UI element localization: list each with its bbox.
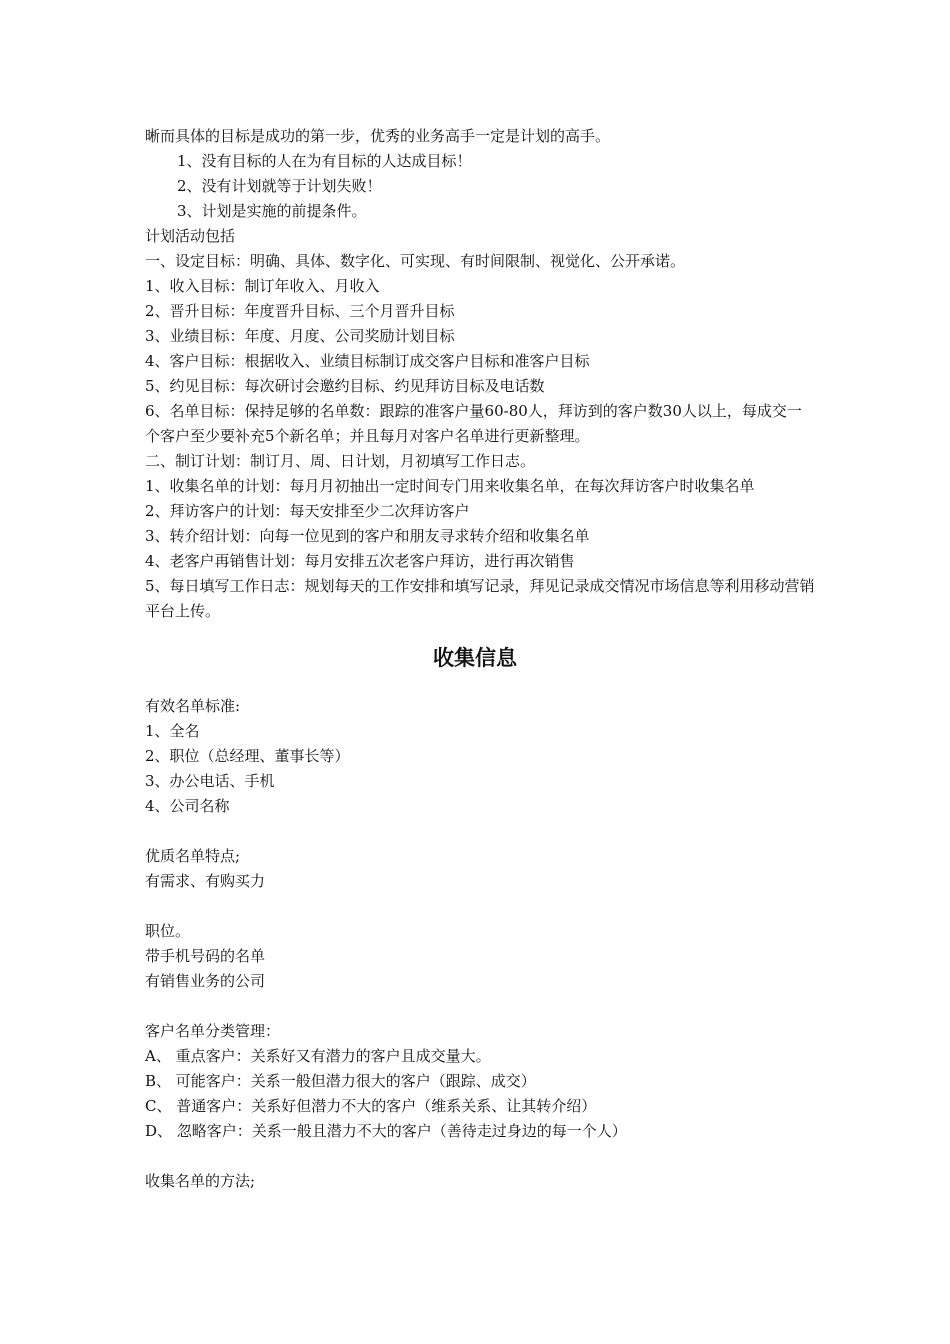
intro-point: 2、没有计划就等于计划失败！ — [177, 177, 382, 195]
section-title: 收集信息 — [433, 646, 517, 670]
plan-title: 计划活动包括 — [145, 227, 236, 245]
goal-item: 5、约见目标：每次研讨会邀约目标、约见拜访目标及电话数 — [145, 377, 545, 395]
valid-list-item: 4、公司名称 — [145, 797, 230, 815]
position-heading: 职位。 — [145, 922, 191, 940]
spacer — [145, 894, 815, 919]
goal-item: 4、客户目标：根据收入、业绩目标制订成交客户目标和准客户目标 — [145, 352, 590, 370]
spacer — [145, 819, 815, 844]
classify-item: D、 忽略客户：关系一般且潜力不大的客户（善待走过身边的每一个人） — [145, 1122, 627, 1140]
classify-item: B、 可能客户：关系一般但潜力很大的客户（跟踪、成交） — [145, 1072, 536, 1090]
intro-point: 3、计划是实施的前提条件。 — [177, 202, 367, 220]
valid-list-item: 1、全名 — [145, 722, 200, 740]
quality-heading: 优质名单特点; — [145, 847, 241, 865]
valid-list-heading: 有效名单标准: — [145, 697, 241, 715]
classify-item: A、 重点客户：关系好又有潜力的客户且成交量大。 — [145, 1047, 491, 1065]
intro-lead: 晰而具体的目标是成功的第一步，优秀的业务高手一定是计划的高手。 — [145, 127, 611, 145]
schedule-item: 4、老客户再销售计划：每月安排五次老客户拜访，进行再次销售 — [145, 552, 575, 570]
position-item: 带手机号码的名单 — [145, 947, 266, 965]
spacer — [145, 994, 815, 1019]
goal-item: 6、名单目标：保持足够的名单数：跟踪的准客户量60-80人，拜访到的客户数30人以上，每成交一个客户至少要补充5个新名单；并且每月对客户名单进行更新整理。 — [145, 402, 802, 445]
schedule-item: 3、转介绍计划：向每一位见到的客户和朋友寻求转介绍和收集名单 — [145, 527, 590, 545]
goals-heading: 一、设定目标：明确、具体、数字化、可实现、有时间限制、视觉化、公开承诺。 — [145, 252, 686, 270]
schedule-item: 2、拜访客户的计划：每天安排至少二次拜访客户 — [145, 502, 470, 520]
classify-heading: 客户名单分类管理： — [145, 1022, 281, 1040]
schedule-heading: 二、制订计划：制订月、周、日计划，月初填写工作日志。 — [145, 452, 536, 470]
classify-item: C、 普通客户：关系好但潜力不大的客户（维系关系、让其转介绍） — [145, 1097, 597, 1115]
schedule-item: 5、每日填写工作日志：规划每天的工作安排和填写记录，拜见记录成交情况市场信息等利用移动营销平台上传。 — [145, 577, 815, 620]
schedule-item: 1、收集名单的计划：每月月初抽出一定时间专门用来收集名单，在每次拜访客户时收集名单 — [145, 477, 755, 495]
spacer — [145, 1144, 815, 1169]
intro-point: 1、没有目标的人在为有目标的人达成目标！ — [177, 152, 472, 170]
valid-list-item: 2、职位（总经理、董事长等） — [145, 747, 350, 765]
quality-item: 有需求、有购买力 — [145, 872, 266, 890]
methods-heading: 收集名单的方法; — [145, 1172, 256, 1190]
goal-item: 1、收入目标：制订年收入、月收入 — [145, 277, 380, 295]
valid-list-item: 3、办公电话、手机 — [145, 772, 275, 790]
position-item: 有销售业务的公司 — [145, 972, 266, 990]
document-body — [145, 124, 815, 1194]
goal-item: 2、晋升目标：年度晋升目标、三个月晋升目标 — [145, 302, 455, 320]
goal-item: 3、业绩目标：年度、月度、公司奖励计划目标 — [145, 327, 455, 345]
